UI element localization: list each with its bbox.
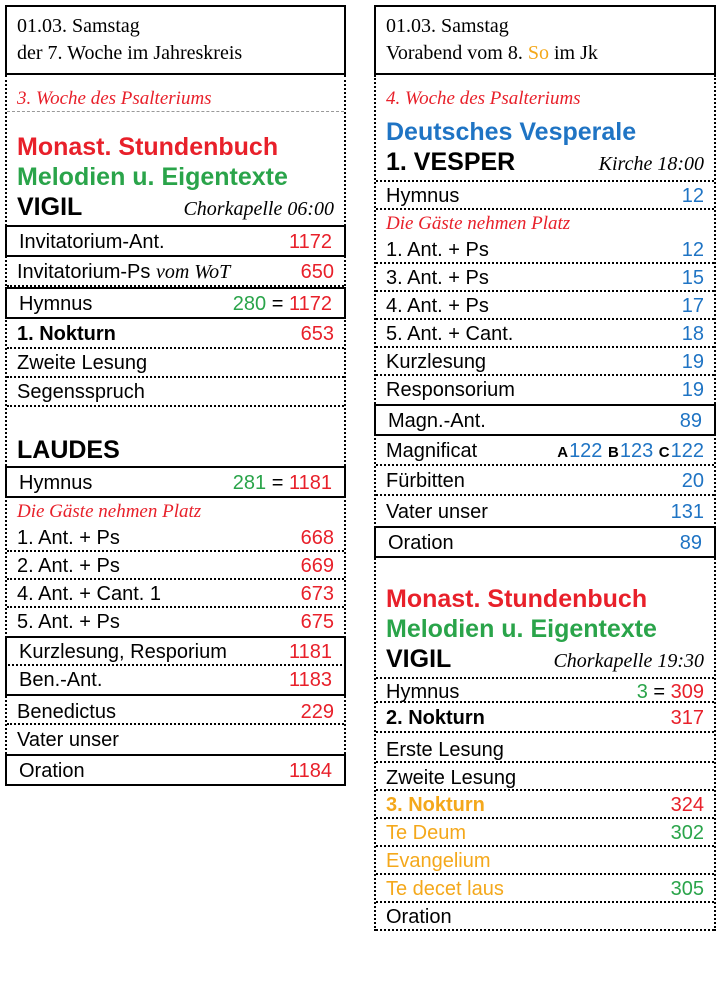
- section-header-vigil: [376, 644, 714, 677]
- book-title-melodien: Melodien u. Eigentexte: [17, 163, 288, 191]
- list-item: 5. Ant. + Ps 675: [17, 611, 334, 633]
- section-header-vigil: [7, 192, 344, 225]
- left-column: [5, 5, 346, 786]
- book-title-stundenbuch: Monast. Stundenbuch: [17, 133, 279, 161]
- list-item: 3. Ant. + Ps 15: [376, 264, 714, 292]
- psalter-week: 4. Woche des Psalteriums: [386, 88, 581, 109]
- book-title-stundenbuch: Monast. Stundenbuch: [386, 585, 648, 613]
- list-item: 1. Ant. + Ps 12: [376, 236, 714, 264]
- section-place: Chorkapelle 06:00: [183, 198, 334, 220]
- date-line-1: 01.03. Samstag: [17, 15, 140, 37]
- list-item: Hymnus 3 = 309: [376, 677, 714, 703]
- psalter-week: 3. Woche des Psalteriums: [7, 75, 344, 112]
- list-item: Te Deum 302: [376, 819, 714, 847]
- date-box-left: [5, 5, 346, 75]
- section-place: Kirche 18:00: [598, 153, 704, 175]
- date-line-2: Vorabend vom 8. So im Jk: [386, 42, 598, 64]
- list-item: Magn.-Ant. 89: [374, 404, 716, 436]
- section-title: VIGIL: [386, 645, 452, 673]
- list-item: Hymnus 281 = 1181: [5, 466, 346, 498]
- list-item: Oration 1184: [5, 754, 346, 786]
- list-item: Kurzlesung, Resporium 1181: [5, 636, 346, 666]
- list-item: Oration: [376, 903, 714, 931]
- list-item: 2. Ant. + Ps 669: [7, 552, 344, 580]
- list-item: 1. Ant. + Ps 668: [7, 524, 344, 552]
- section-header-laudes: [7, 435, 344, 466]
- list-item: Benedictus 229: [7, 696, 344, 725]
- list-item-magnificat: Magnificat A122 B123 C122: [376, 436, 714, 466]
- list-item: Zweite Lesung: [7, 349, 344, 378]
- section-title: VIGIL: [17, 193, 83, 221]
- section-header-vesper: [376, 147, 714, 180]
- section-place: Chorkapelle 19:30: [553, 650, 704, 672]
- list-item: 2. Nokturn 317: [376, 703, 714, 733]
- date-line-2: der 7. Woche im Jahreskreis: [17, 42, 243, 64]
- list-item: Fürbitten 20: [376, 466, 714, 496]
- guest-note: Die Gäste nehmen Platz: [17, 501, 202, 522]
- list-item: 5. Ant. + Cant. 18: [376, 320, 714, 348]
- date-line-1: 01.03. Samstag: [386, 15, 509, 37]
- section-title: LAUDES: [17, 436, 120, 464]
- list-item: Te decet laus 305: [376, 875, 714, 903]
- list-item: Erste Lesung: [376, 733, 714, 763]
- list-item: Oration 89: [374, 526, 716, 558]
- list-item: 3. Nokturn 324: [376, 791, 714, 819]
- list-item: Responsorium 19: [386, 379, 704, 401]
- list-item: Vater unser 131: [386, 501, 704, 523]
- list-item: Segensspruch: [7, 378, 344, 407]
- right-column: [374, 5, 716, 931]
- list-item: Hymnus 12: [376, 180, 714, 208]
- list-item: Invitatorium-Ps vom WoT 650: [7, 257, 344, 287]
- book-title-melodien: Melodien u. Eigentexte: [386, 615, 657, 643]
- list-item: Zweite Lesung: [376, 763, 714, 791]
- list-item: Vater unser: [17, 729, 119, 751]
- left-body: [5, 75, 346, 786]
- book-title-vesperale: Deutsches Vesperale: [386, 118, 637, 146]
- list-item: Ben.-Ant. 1183: [5, 666, 346, 696]
- right-body: [374, 75, 716, 931]
- date-box-right: [374, 5, 716, 75]
- guest-note: Die Gäste nehmen Platz: [376, 208, 714, 236]
- list-item: Hymnus 280 = 1172: [5, 287, 346, 319]
- list-item: 1. Nokturn 653: [7, 319, 344, 349]
- list-item: Kurzlesung 19: [376, 348, 714, 376]
- list-item: Invitatorium-Ant. 1172: [5, 225, 346, 257]
- list-item: 4. Ant. + Ps 17: [376, 292, 714, 320]
- list-item: 4. Ant. + Cant. 1 673: [7, 580, 344, 608]
- list-item: Evangelium: [376, 847, 714, 875]
- section-title: 1. VESPER: [386, 148, 516, 176]
